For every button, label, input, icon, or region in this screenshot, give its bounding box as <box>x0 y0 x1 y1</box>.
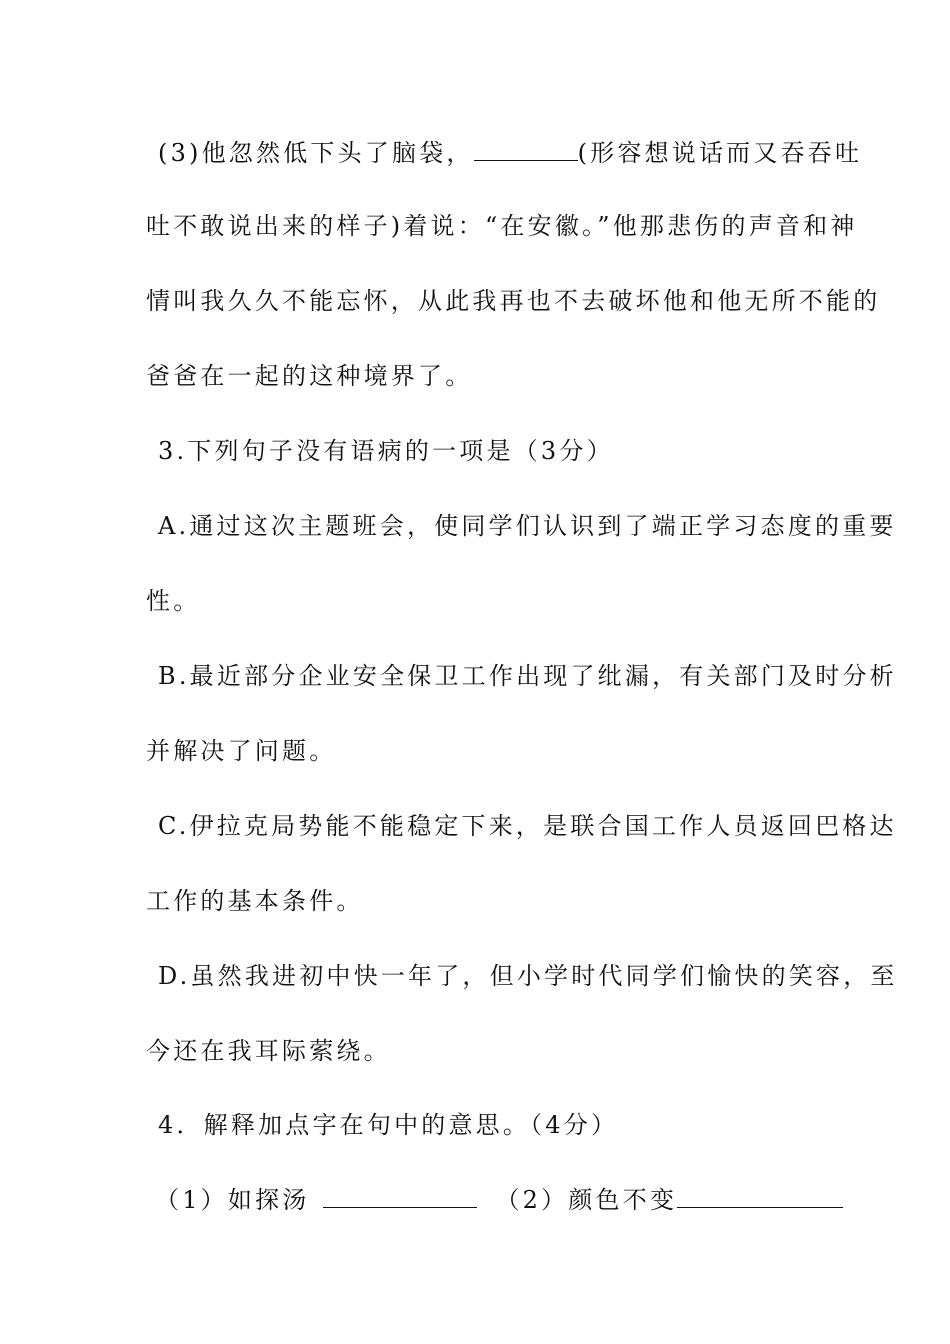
q2-3-line-4: 爸爸在一起的这种境界了。 <box>146 362 473 390</box>
q2-3-line-2: 吐不敢说出来的样子)着说：“在安徽。”他那悲伤的声音和神 <box>146 212 858 240</box>
q4-items <box>155 1185 815 1215</box>
q3-option-b-line-1: B.最近部分企业安全保卫工作出现了纰漏，有关部门及时分析 <box>158 662 897 690</box>
q4-item-2-blank <box>677 1185 843 1208</box>
q2-3-line-3: 情叫我久久不能忘怀，从此我再也不去破坏他和他无所不能的 <box>146 287 881 315</box>
q3-option-a-line-2: 性。 <box>146 587 201 615</box>
q3-option-c-line-1: C.伊拉克局势能不能稳定下来，是联合国工作人员返回巴格达 <box>158 812 897 840</box>
q3-option-c-line-2: 工作的基本条件。 <box>146 887 364 915</box>
q2-3-answer-blank <box>474 138 578 161</box>
q4-item-1-label: （1）如探汤 <box>155 1186 310 1214</box>
q3-option-a-line-1: A.通过这次主题班会，使同学们认识到了端正学习态度的重要 <box>158 512 897 540</box>
q3-option-d-line-1: D.虽然我进初中快一年了，但小学时代同学们愉快的笑容，至 <box>158 962 898 990</box>
q4-title: 4．解释加点字在句中的意思。（4分） <box>158 1111 619 1139</box>
q4-item-1-blank <box>323 1185 477 1208</box>
q3-title: 3.下列句子没有语病的一项是（3分） <box>158 437 614 465</box>
q2-3-text-after-blank: (形容想说话而又吞吞吐 <box>577 139 863 167</box>
q3-option-b-line-2: 并解决了问题。 <box>146 737 337 765</box>
q3-option-d-line-2: 今还在我耳际萦绕。 <box>146 1037 391 1065</box>
q4-item-2-label: （2）颜色不变 <box>495 1186 678 1214</box>
q2-3-line-1 <box>158 138 863 168</box>
q2-3-text-before-blank: (3)他忽然低下头了脑袋， <box>158 139 474 167</box>
